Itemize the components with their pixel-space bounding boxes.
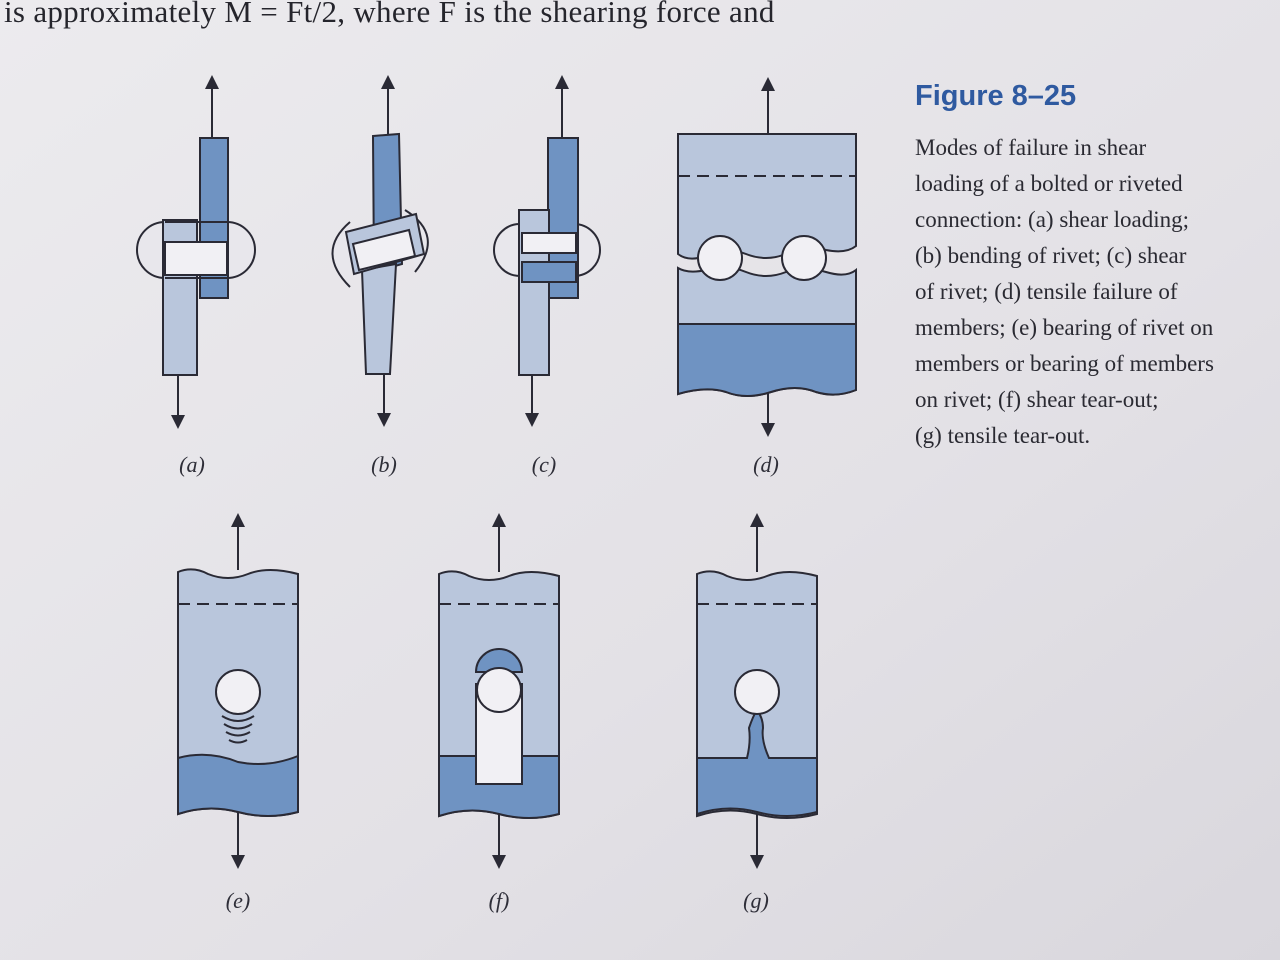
caption-line: members or bearing of members <box>915 351 1214 376</box>
caption-line: (b) bending of rivet; (c) shear <box>915 243 1187 268</box>
diagram-g-tensile-tear-out <box>697 520 817 862</box>
label-c: (c) <box>531 452 557 477</box>
body-text-line: is approximately M = Ft/2, where F is the shearing force and <box>4 0 775 29</box>
caption-line: loading of a bolted or riveted <box>915 171 1183 196</box>
diagram-e-bearing <box>178 520 298 862</box>
label-g: (g) <box>743 888 769 913</box>
figure-caption <box>915 130 1270 454</box>
label-e: (e) <box>225 888 251 913</box>
diagram-d-tensile-failure <box>678 84 856 430</box>
diagram-b-bending-of-rivet <box>333 82 428 420</box>
diagram-f-shear-tear-out <box>439 520 559 862</box>
caption-line: of rivet; (d) tensile failure of <box>915 279 1178 304</box>
label-b: (b) <box>371 452 397 477</box>
figure-title: Figure 8–25 <box>915 80 1077 112</box>
caption-line: connection: (a) shear loading; <box>915 207 1189 232</box>
caption-line: on rivet; (f) shear tear-out; <box>915 387 1159 412</box>
caption-line: (g) tensile tear-out. <box>915 423 1091 448</box>
diagram-a-shear-loading <box>137 82 255 422</box>
caption-line: members; (e) bearing of rivet on <box>915 315 1214 340</box>
diagram-c-shear-of-rivet <box>494 82 600 420</box>
caption-line: Modes of failure in shear <box>915 135 1147 160</box>
label-d: (d) <box>753 452 779 477</box>
label-a: (a) <box>179 452 205 477</box>
label-f: (f) <box>488 888 510 913</box>
